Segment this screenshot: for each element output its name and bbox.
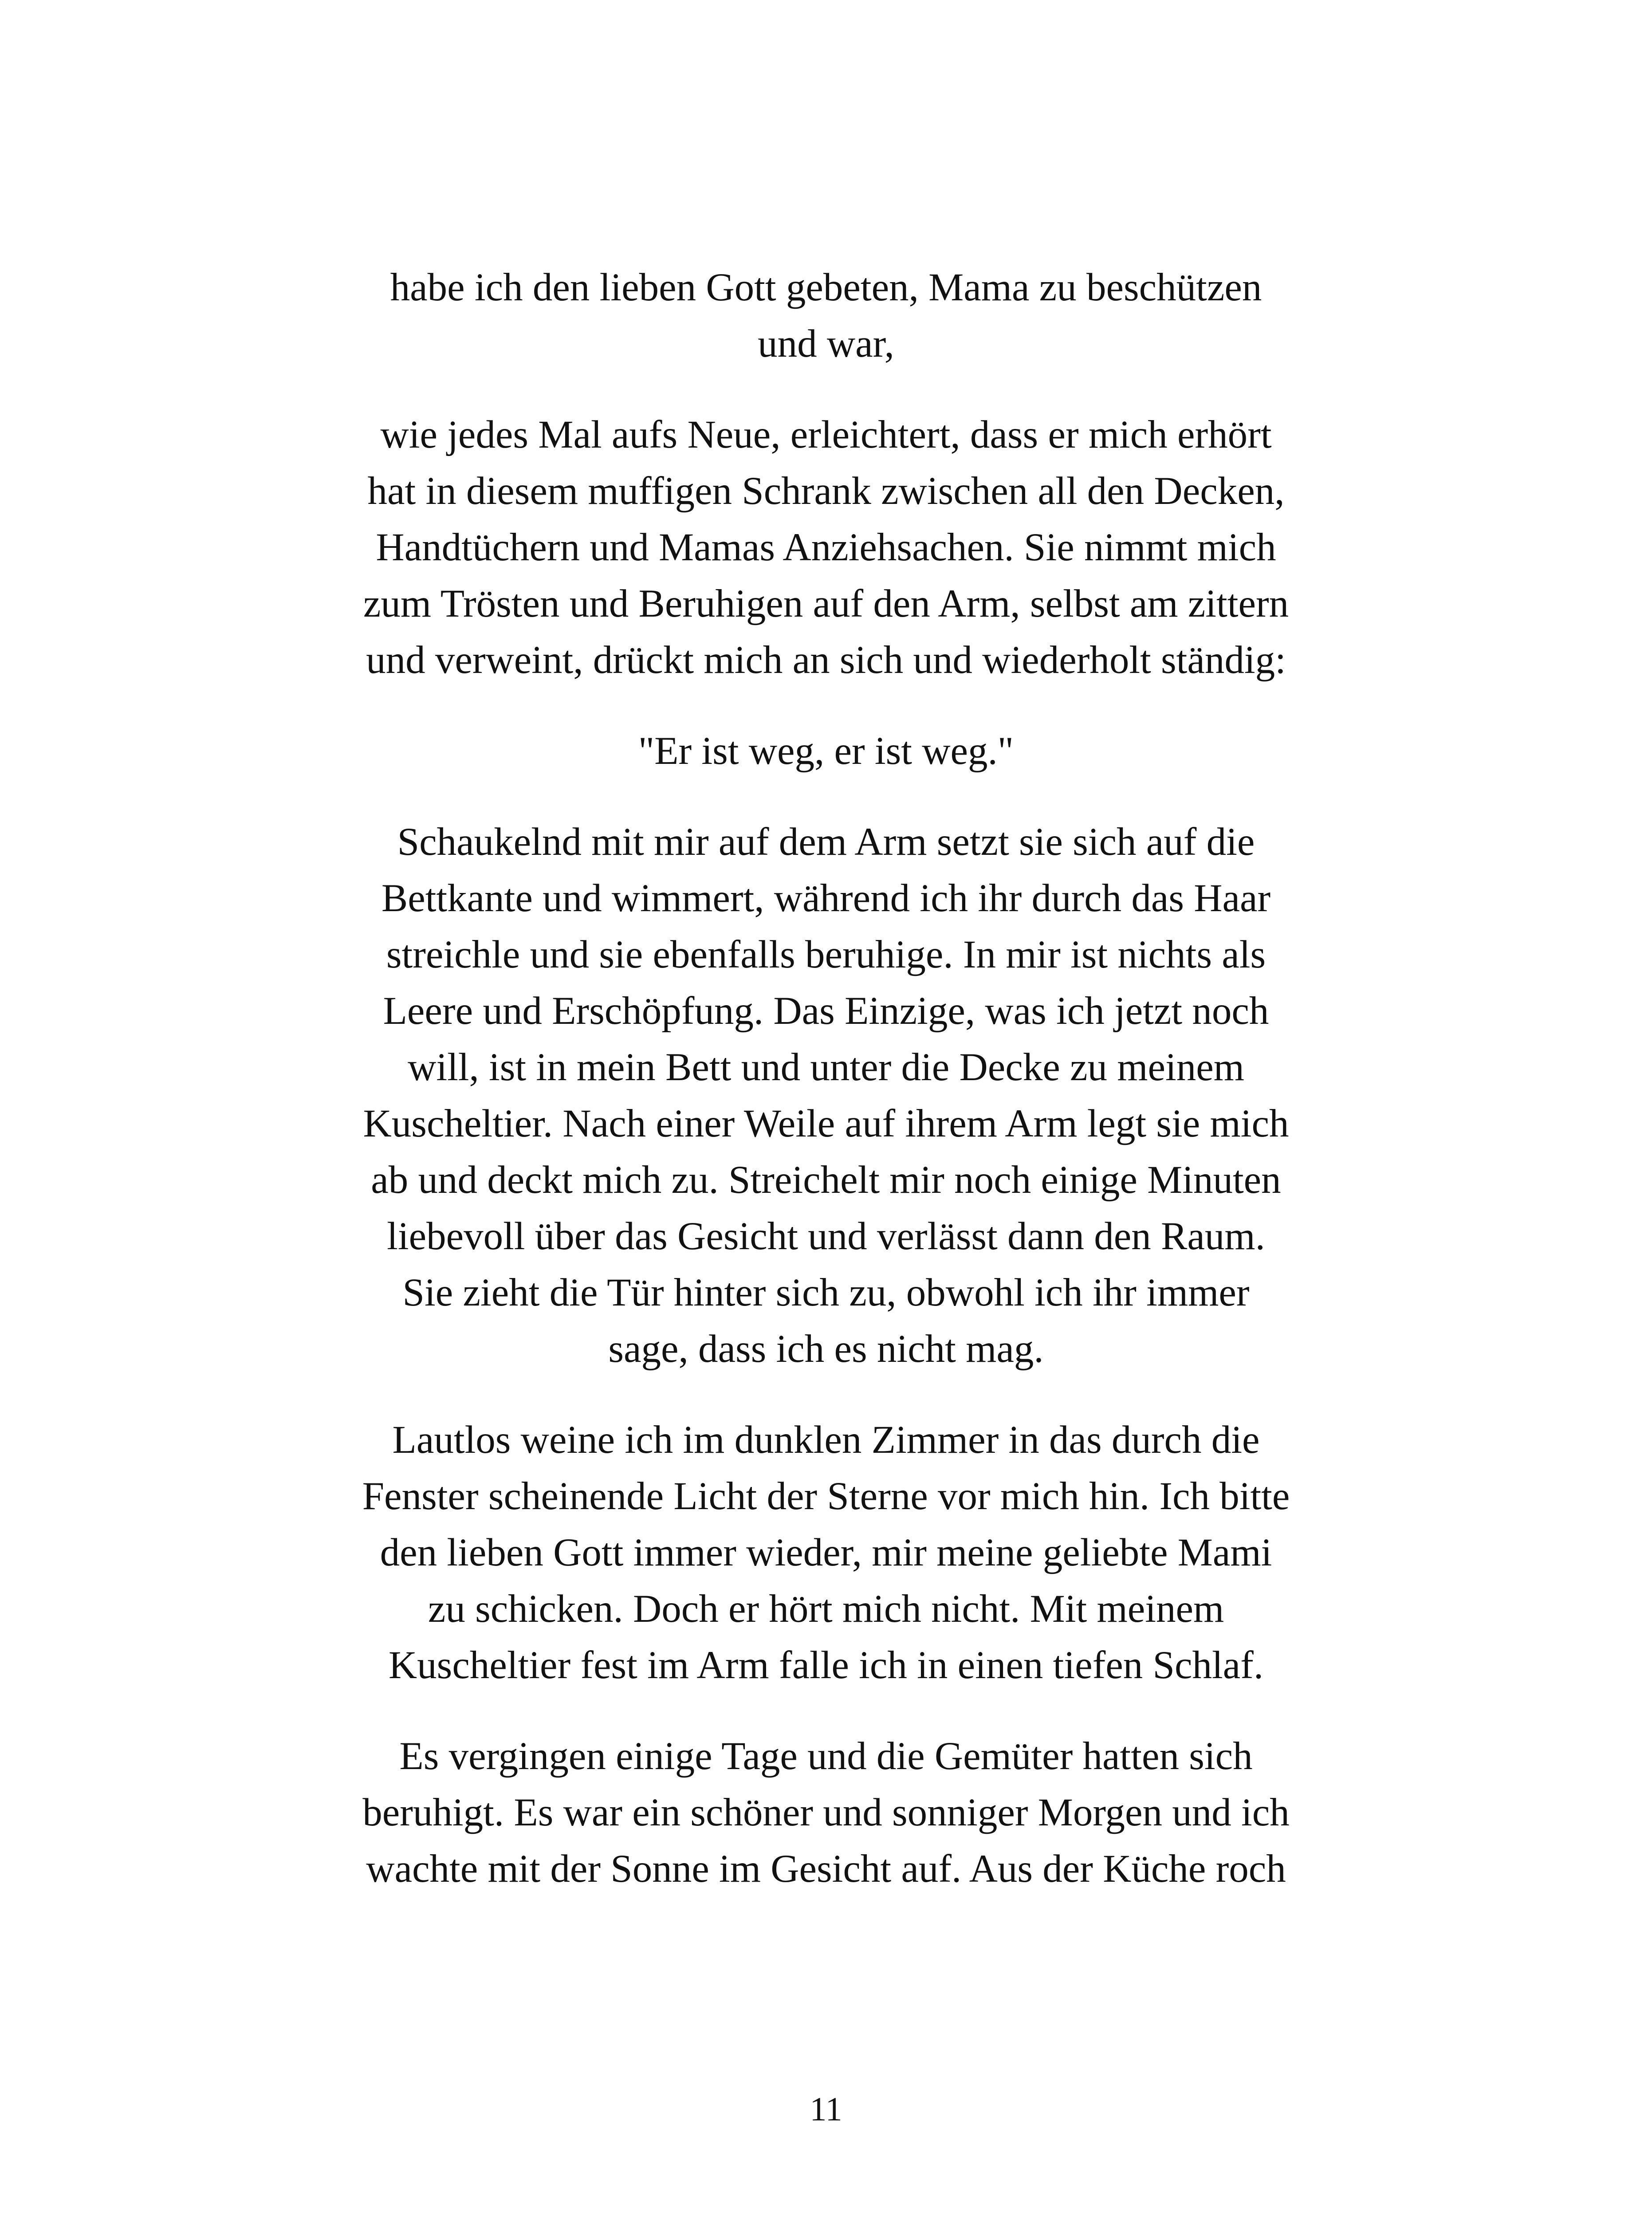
text-line: hat in diesem muffigen Schrank zwischen all den Decken, (367, 469, 1285, 513)
text-line: zum Trösten und Beruhigen auf den Arm, selbst am zittern (363, 582, 1289, 625)
text-line: "Er ist weg, er ist weg." (638, 729, 1014, 773)
text-line: beruhigt. Es war ein schöner und sonniger Morgen und ich (362, 1791, 1290, 1834)
text-line: Bettkante und wimmert, während ich ihr durch das Haar (381, 877, 1271, 920)
text-line: zu schicken. Doch er hört mich nicht. Mit meinem (428, 1587, 1224, 1631)
body-text (342, 260, 1310, 1897)
text-line: ab und deckt mich zu. Streichelt mir noch einige Minuten (371, 1158, 1281, 1202)
text-line: Es vergingen einige Tage und die Gemüter hatten sich (399, 1734, 1253, 1778)
text-line: Lautlos weine ich im dunklen Zimmer in das durch die (392, 1418, 1260, 1462)
page-number: 11 (810, 2091, 842, 2128)
text-line: liebevoll über das Gesicht und verlässt dann den Raum. (387, 1215, 1265, 1258)
text-line: wie jedes Mal aufs Neue, erleichtert, dass er mich erhört (380, 413, 1272, 456)
text-line: Schaukelnd mit mir auf dem Arm setzt sie sich auf die (397, 820, 1255, 864)
text-line: und verweint, drückt mich an sich und wiederholt ständig: (366, 638, 1286, 682)
paragraph (342, 1728, 1310, 1897)
text-line: den lieben Gott immer wieder, mir meine geliebte Mami (380, 1531, 1272, 1574)
text-line: will, ist in mein Bett und unter die Decke zu meinem (408, 1046, 1244, 1089)
text-line: habe ich den lieben Gott gebeten, Mama zu beschützen (390, 266, 1262, 309)
paragraph (342, 1412, 1310, 1694)
paragraph (342, 260, 1310, 372)
text-line: sage, dass ich es nicht mag. (608, 1327, 1044, 1371)
text-line: Leere und Erschöpfung. Das Einzige, was ich jetzt noch (383, 989, 1269, 1033)
text-line: Kuscheltier fest im Arm falle ich in einen tiefen Schlaf. (388, 1644, 1264, 1687)
paragraph (342, 814, 1310, 1377)
paragraph (342, 407, 1310, 688)
text-line: Fenster scheinende Licht der Sterne vor mich hin. Ich bitte (362, 1475, 1290, 1518)
text-line: Sie zieht die Tür hinter sich zu, obwohl ich ihr immer (402, 1271, 1250, 1314)
text-line: und war, (758, 322, 894, 366)
paragraph (342, 723, 1310, 779)
text-line: Kuscheltier. Nach einer Weile auf ihrem Arm legt sie mich (363, 1102, 1289, 1145)
text-line: streichle und sie ebenfalls beruhige. In mir ist nichts als (386, 933, 1266, 976)
text-line: wachte mit der Sonne im Gesicht auf. Aus der Küche roch (366, 1847, 1286, 1891)
text-line: Handtüchern und Mamas Anziehsachen. Sie nimmt mich (376, 526, 1276, 569)
